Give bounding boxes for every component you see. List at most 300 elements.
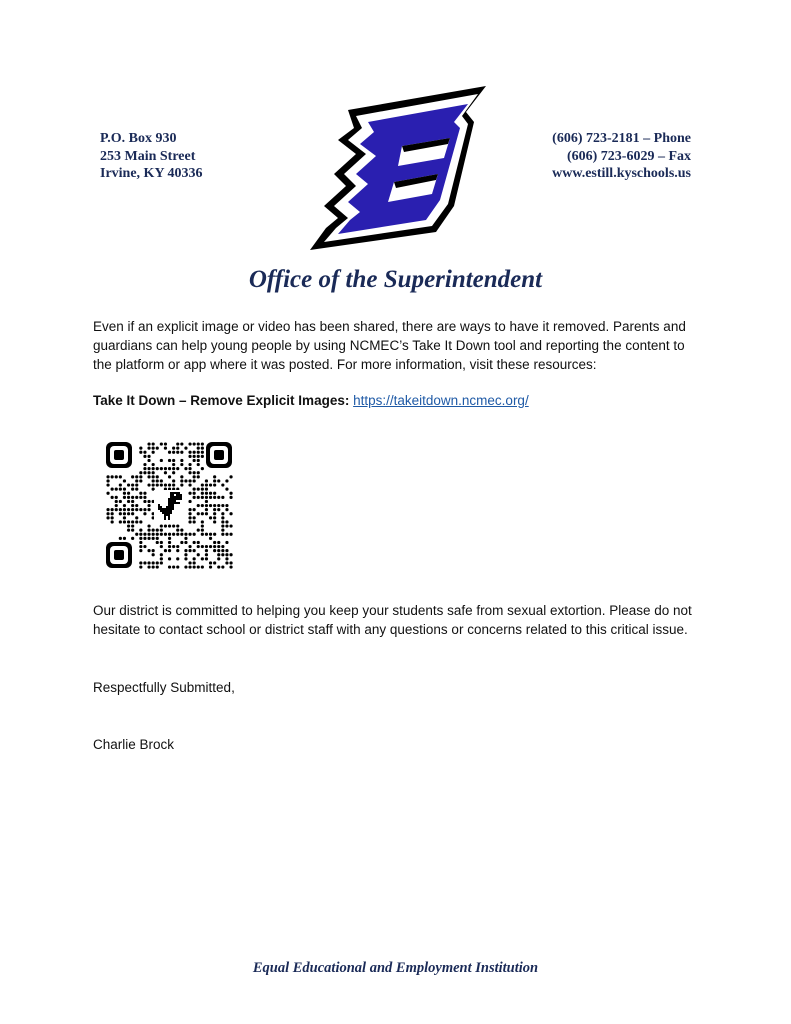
qr-module [209,545,212,548]
qr-module [184,549,187,552]
qr-module [205,500,208,503]
district-e-logo-icon [298,82,490,252]
qr-module [217,557,220,560]
qr-module [197,541,200,544]
qr-module [176,524,179,527]
qr-module [115,488,118,491]
qr-module [221,524,224,527]
qr-module [160,483,163,486]
qr-module [168,533,171,536]
qr-module [205,483,208,486]
qr-module [172,533,175,536]
qr-module [160,459,163,462]
qr-module [197,451,200,454]
qr-module [115,508,118,511]
qr-module [127,508,130,511]
qr-module [168,483,171,486]
qr-module [168,545,171,548]
qr-module [217,508,220,511]
qr-module [164,467,167,470]
qr-module [229,553,232,556]
qr-module [193,475,196,478]
qr-module [188,512,191,515]
qr-module [135,508,138,511]
qr-module [225,533,228,536]
qr-module [115,500,118,503]
qr-module [197,463,200,466]
qr-module [127,492,130,495]
qr-module [147,459,150,462]
qr-module [160,529,163,532]
qr-module [119,483,122,486]
qr-module [213,533,216,536]
contact-fax: (606) 723-6029 – Fax [566,148,691,164]
qr-module [152,565,155,568]
qr-module [111,508,114,511]
qr-module [221,545,224,548]
qr-module [209,496,212,499]
qr-module [193,557,196,560]
qr-module [201,451,204,454]
qr-module [193,561,196,564]
qr-module [197,488,200,491]
qr-module [201,455,204,458]
qr-module [131,537,134,540]
qr-module [139,508,142,511]
qr-module [229,512,232,515]
qr-module [176,533,179,536]
qr-module [143,463,146,466]
qr-module [205,512,208,515]
qr-module [188,492,191,495]
resource-line [93,391,703,410]
qr-module [217,553,220,556]
qr-module [180,483,183,486]
qr-module [188,483,191,486]
qr-module [152,529,155,532]
qr-module [197,545,200,548]
qr-module [176,565,179,568]
qr-module [176,529,179,532]
qr-module [213,512,216,515]
qr-module [217,541,220,544]
qr-module [225,549,228,552]
qr-module [172,483,175,486]
qr-code-icon[interactable] [104,440,234,570]
qr-module [156,533,159,536]
qr-module [188,561,191,564]
qr-module [139,541,142,544]
qr-module [193,479,196,482]
qr-module [205,479,208,482]
qr-module [172,524,175,527]
qr-module [197,553,200,556]
qr-module [188,533,191,536]
qr-module [135,488,138,491]
qr-module [111,488,114,491]
letterhead-contact [552,130,691,183]
qr-module [106,516,109,519]
qr-module [139,549,142,552]
qr-module [221,529,224,532]
qr-module [225,541,228,544]
resource-label: Take It Down – Remove Explicit Images: [93,393,350,408]
qr-module [225,561,228,564]
qr-module [197,529,200,532]
qr-module [229,492,232,495]
qr-module [172,463,175,466]
qr-module [184,565,187,568]
qr-module [168,557,171,560]
qr-module [180,442,183,445]
qr-module [193,508,196,511]
qr-module [135,504,138,507]
qr-module [201,492,204,495]
qr-module [123,512,126,515]
qr-module [119,475,122,478]
qr-module [127,500,130,503]
qr-module [201,524,204,527]
footer-statement: Equal Educational and Employment Institution [252,960,539,976]
qr-module [143,537,146,540]
qr-module [127,524,130,527]
qr-module [119,512,122,515]
qr-module [201,557,204,560]
qr-module [123,492,126,495]
qr-module [180,479,183,482]
qr-module [123,520,126,523]
qr-module [213,549,216,552]
qr-module [156,467,159,470]
qr-module [225,520,228,523]
qr-module [156,483,159,486]
qr-module [188,463,191,466]
qr-module [172,479,175,482]
qr-module [152,561,155,564]
qr-module [139,496,142,499]
qr-module [111,516,114,519]
qr-module [119,537,122,540]
qr-module [209,504,212,507]
qr-module [152,447,155,450]
qr-module [139,520,142,523]
qr-module [193,471,196,474]
qr-module [147,529,150,532]
qr-module [119,488,122,491]
qr-module [168,565,171,568]
qr-module [131,512,134,515]
qr-module [221,520,224,523]
qr-module [131,520,134,523]
commitment-paragraph: Our district is committed to helping you keep your students safe from sexual extortion. Please do not hesitate to contact school or district staff with any questions or concerns related to this critical issue. [93,603,692,637]
qr-module [135,483,138,486]
qr-module [229,565,232,568]
qr-module [143,451,146,454]
qr-module [143,545,146,548]
qr-module [143,533,146,536]
contact-website[interactable]: www.estill.kyschools.us [552,166,691,181]
qr-module [188,442,191,445]
qr-module [156,529,159,532]
qr-module [131,483,134,486]
qr-module [209,537,212,540]
qr-module [172,545,175,548]
qr-module [119,520,122,523]
qr-module [127,512,130,515]
qr-module [147,524,150,527]
qr-module [205,496,208,499]
qr-module [135,479,138,482]
qr-module [147,533,150,536]
qr-module [139,451,142,454]
address-line: P.O. Box 930 [100,131,177,146]
qr-module [176,467,179,470]
qr-module [197,504,200,507]
qr-module [193,565,196,568]
qr-module [229,533,232,536]
qr-module [172,459,175,462]
qr-module [201,533,204,536]
qr-module [160,479,163,482]
qr-module [180,451,183,454]
qr-module [193,533,196,536]
qr-module [213,475,216,478]
qr-module [139,492,142,495]
qr-module [205,492,208,495]
qr-module [147,508,150,511]
qr-module [164,471,167,474]
qr-module [188,565,191,568]
qr-module [221,533,224,536]
qr-module [119,500,122,503]
qr-module [197,442,200,445]
qr-module [193,442,196,445]
qr-module [205,545,208,548]
qr-module [152,553,155,556]
qr-module [147,561,150,564]
qr-module [139,447,142,450]
qr-module [188,451,191,454]
takeitdown-link[interactable]: https://takeitdown.ncmec.org/ [353,393,529,408]
qr-module [168,475,171,478]
qr-module [131,488,134,491]
qr-module [131,529,134,532]
qr-module [172,467,175,470]
qr-module [209,492,212,495]
qr-module [164,549,167,552]
qr-module [188,471,191,474]
qr-module [229,561,232,564]
qr-module [188,500,191,503]
qr-module [147,504,150,507]
qr-module [127,483,130,486]
qr-module [197,512,200,515]
qr-module [176,549,179,552]
qr-module [221,516,224,519]
qr-module [115,475,118,478]
qr-module [127,529,130,532]
qr-module [180,475,183,478]
qr-module [188,545,191,548]
qr-module [135,475,138,478]
qr-module [201,512,204,515]
qr-module [131,508,134,511]
qr-module [221,565,224,568]
qr-module [221,553,224,556]
qr-module [201,447,204,450]
qr-module [123,516,126,519]
qr-module [176,442,179,445]
qr-module [152,479,155,482]
qr-module [225,557,228,560]
qr-module [184,479,187,482]
qr-module [225,479,228,482]
qr-module [188,508,191,511]
qr-module [225,504,228,507]
qr-module [217,504,220,507]
qr-module [164,442,167,445]
qr-module [156,561,159,564]
qr-module [152,463,155,466]
qr-module [221,504,224,507]
qr-module [106,492,109,495]
qr-module [143,496,146,499]
qr-module [205,508,208,511]
qr-module [201,529,204,532]
qr-module [213,545,216,548]
qr-module [156,541,159,544]
qr-module [180,529,183,532]
qr-module [205,533,208,536]
qr-module [147,537,150,540]
qr-module [123,479,126,482]
qr-module [197,471,200,474]
qr-module [147,549,150,552]
qr-module [213,483,216,486]
qr-module [193,496,196,499]
qr-module [147,471,150,474]
qr-module [176,447,179,450]
qr-module [180,533,183,536]
qr-module [213,516,216,519]
qr-module [119,508,122,511]
qr-module [135,533,138,536]
qr-module [217,565,220,568]
qr-module [168,459,171,462]
qr-module [184,533,187,536]
qr-module [193,488,196,491]
qr-module [172,471,175,474]
qr-module [205,504,208,507]
qr-module [201,504,204,507]
qr-module [123,537,126,540]
qr-module [184,537,187,540]
qr-module [213,504,216,507]
qr-module [123,504,126,507]
qr-module [143,455,146,458]
qr-module [193,549,196,552]
qr-module [176,557,179,560]
qr-module [139,565,142,568]
qr-module [229,475,232,478]
qr-module [217,479,220,482]
qr-module [160,533,163,536]
qr-module [188,467,191,470]
qr-module [139,533,142,536]
letterhead-address [100,130,203,183]
qr-module [176,545,179,548]
qr-module [209,565,212,568]
qr-module [229,496,232,499]
qr-module [213,561,216,564]
qr-module [168,549,171,552]
qr-module [139,561,142,564]
qr-module [221,483,224,486]
qr-module [160,545,163,548]
qr-module [168,537,171,540]
qr-module [188,516,191,519]
qr-module [180,541,183,544]
qr-module [143,492,146,495]
qr-module [193,451,196,454]
qr-module [147,500,150,503]
qr-module [147,483,150,486]
qr-module [106,512,109,515]
qr-module [156,447,159,450]
qr-module [217,545,220,548]
qr-module [201,488,204,491]
qr-module [201,565,204,568]
qr-module [217,496,220,499]
qr-module [193,516,196,519]
qr-module [111,520,114,523]
qr-module [164,533,167,536]
qr-module [213,541,216,544]
qr-module [139,475,142,478]
qr-module [217,549,220,552]
qr-module [152,471,155,474]
contact-phone: (606) 723-2181 – Phone [552,131,691,146]
qr-module [160,467,163,470]
qr-module [197,447,200,450]
qr-module [176,451,179,454]
qr-module [135,516,138,519]
qr-module [180,463,183,466]
qr-module [180,459,183,462]
qr-module [135,520,138,523]
qr-module [106,475,109,478]
qr-module [197,496,200,499]
qr-module [213,496,216,499]
qr-module [123,508,126,511]
qr-module [143,471,146,474]
qr-module [160,561,163,564]
qr-module [111,496,114,499]
qr-module [152,537,155,540]
qr-module [197,565,200,568]
qr-module [152,442,155,445]
qr-module [188,520,191,523]
qr-module [131,524,134,527]
intro-paragraph: Even if an explicit image or video has been shared, there are ways to have it removed. Parents and guardians can help young people by using NCMEC’s Take It Down tool and reporting the content to the platform or app where it was posted. For more information, visit these resources: [93,319,686,372]
qr-module [193,541,196,544]
qr-module [201,483,204,486]
qr-module [139,471,142,474]
address-line: Irvine, KY 40336 [100,166,203,181]
qr-module [168,541,171,544]
qr-module [225,488,228,491]
qr-module [147,467,150,470]
